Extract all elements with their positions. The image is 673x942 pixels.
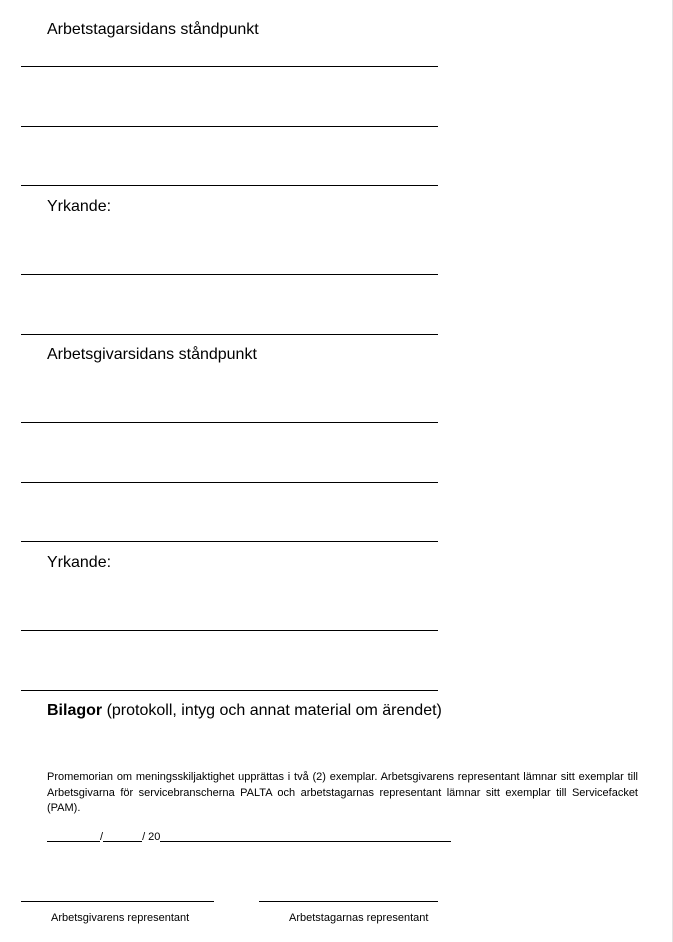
claim-heading-1: Yrkande: [47,198,112,215]
attachments-label: Bilagor [47,702,103,719]
date-line [47,829,451,844]
claim-heading-2: Yrkande: [47,554,112,571]
employee-signature-label: Arbetstagarnas representant [289,912,429,924]
write-line[interactable] [21,126,438,127]
year-place-field[interactable] [160,829,451,842]
write-line[interactable] [21,541,438,542]
year-prefix: / 20 [142,831,161,843]
write-line[interactable] [21,185,438,186]
write-line[interactable] [21,334,438,335]
employer-signature-label: Arbetsgivarens representant [51,912,190,924]
employer-signature-line[interactable] [21,901,214,902]
write-line[interactable] [21,66,438,67]
employer-position-heading: Arbetsgivarsidans ståndpunkt [47,346,257,363]
write-line[interactable] [21,630,438,631]
write-line[interactable] [21,274,438,275]
date-separator: / [100,831,104,843]
attachments-detail: (protokoll, intyg och annat material om ärendet) [106,702,442,719]
write-line[interactable] [21,422,438,423]
memo-note: Promemorian om meningsskiljaktighet upprättas i två (2) exemplar. Arbetsgivarens representant lämnar sitt exemplar till Arbetsgivarna för servicebranscherna PALTA och arbetstagarnas representant lämnar sitt exemplar till Servicefacket (PAM). [47,771,638,814]
employee-signature-line[interactable] [259,901,438,902]
write-line[interactable] [21,690,438,691]
month-field[interactable] [103,829,142,842]
write-line[interactable] [21,482,438,483]
day-field[interactable] [47,829,100,842]
attachments-heading [47,701,442,720]
employee-position-heading: Arbetstagarsidans ståndpunkt [47,21,259,38]
